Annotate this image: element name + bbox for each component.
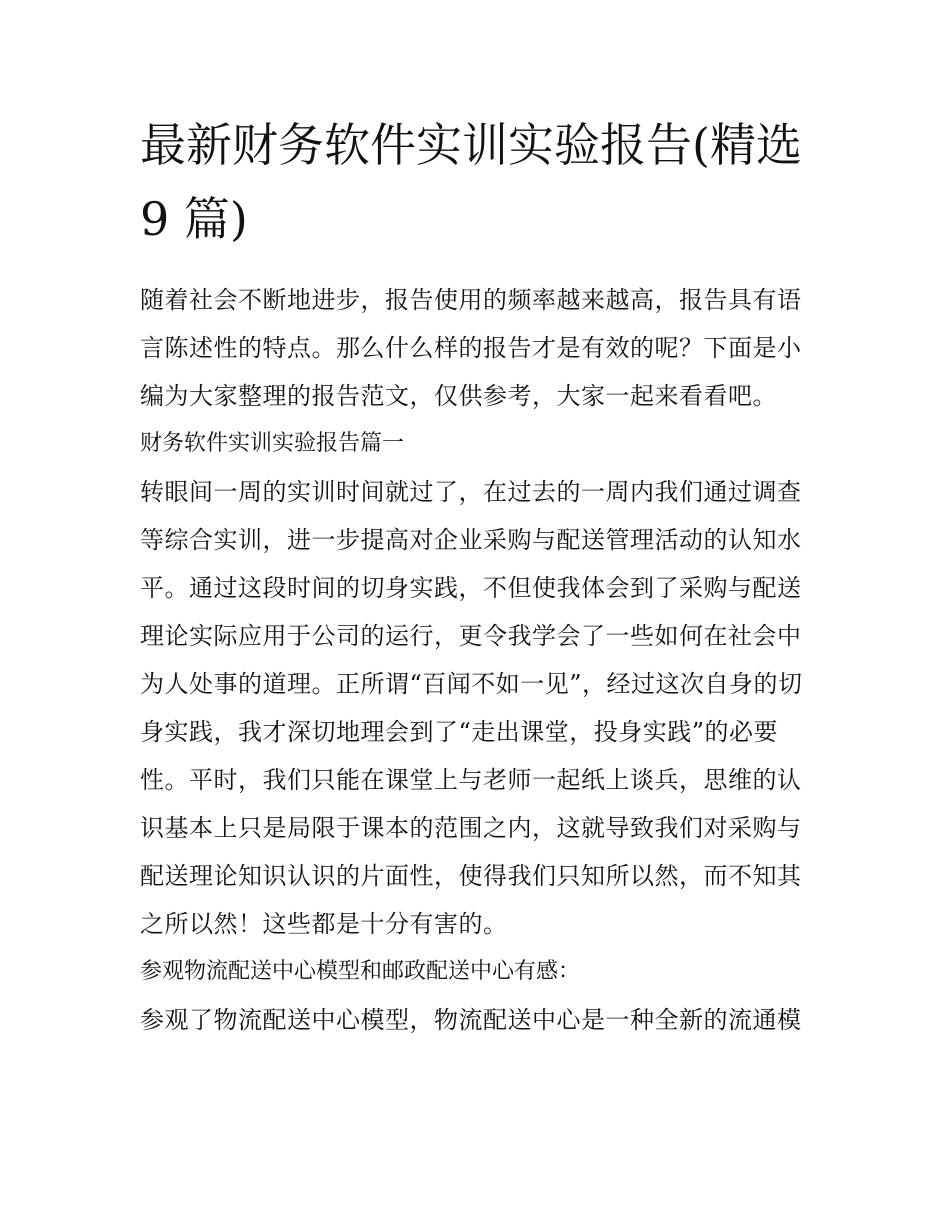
document-title: 最新财务软件实训实验报告(精选 9 篇) — [140, 118, 802, 246]
intro-paragraph: 随着社会不断地进步，报告使用的频率越来越高，报告具有语言陈述性的特点。那么什么样的报告才是有效的呢？下面是小编为大家整理的报告范文，仅供参考，大家一起来看看吧。 — [140, 286, 802, 410]
body-paragraph-2: 参观了物流配送中心模型，物流配送中心是一种全新的流通模 — [140, 1006, 802, 1034]
section-heading-2: 参观物流配送中心模型和邮政配送中心有感： — [140, 959, 581, 984]
section-heading-1: 财务软件实训实验报告篇一 — [140, 431, 405, 456]
document-page — [140, 108, 812, 1044]
body-paragraph-1: 转眼间一周的实训时间就过了，在过去的一周内我们通过调查等综合实训，进一步提高对企业采购与配送管理活动的认知水平。通过这段时间的切身实践，不但使我体会到了采购与配送理论实际应用于公司的运行，更令我学会了一些如何在社会中为人处事的道理。正所谓“百闻不如一见”，经过这次自身的切身实践，我才深切地理会到了“走出课堂，投身实践”的必要性。平时，我们只能在课堂上与老师一起纸上谈兵，思维的认识基本上只是局限于课本的范围之内，这就导致我们对采购与配送理论知识认识的片面性，使得我们只知所以然，而不知其之所以然！这些都是十分有害的。 — [140, 478, 803, 938]
